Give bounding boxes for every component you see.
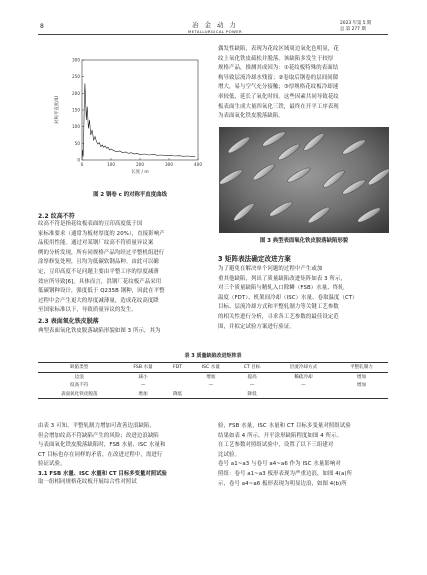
section-2-2-line: 纹高不符是指花纹板表面的豆印高度低于国 — [38, 221, 143, 227]
journal-title-cn: 冶 金 动 力 — [192, 21, 238, 29]
section-3-1-line: 取一组相同规格花纹板开展综合性对照试 — [38, 479, 137, 485]
section-3-body — [218, 265, 388, 332]
issue-line-2: 总 第 277 期 — [340, 27, 366, 32]
table-row — [38, 381, 388, 390]
x-tick-label: 300 — [165, 162, 173, 167]
bottom-left-line: 与表面氧化铁皮脱落缺陷时，FSB 水量、ISC 水量和 — [38, 442, 166, 449]
table-header-cell: ISC 水量 — [189, 363, 232, 373]
flatness-chart — [48, 52, 208, 190]
section-3-1-heading: 3.1 FSB 水量、ISC 水量和 CT 目标多变量对照试验 — [38, 471, 167, 477]
right-column-line: 板表面生成大量四氧化三铁，最终在开平工序表现 — [218, 103, 339, 110]
table-cell: 边浪 — [74, 374, 84, 380]
table-header-cell: FSB 水量 — [120, 363, 165, 373]
right-column-line: 构导致层流冷却水残留；②卷取后钢卷的层间间隙 — [218, 74, 339, 81]
section-2-2-line: 家标准要求（通常为板材厚度的 20%），直接影响产 — [38, 230, 165, 237]
flatness-series-line — [82, 83, 195, 158]
bottom-left-line: 由表 3 可知，平整轧制力增加可改善边浪缺陷， — [38, 423, 155, 429]
section-2-2-body — [38, 220, 208, 316]
table-cell: 增加 — [356, 383, 367, 389]
bottom-left-line: 验证试验。 — [38, 461, 66, 468]
y-tick-label: 250 — [72, 74, 80, 80]
plot-frame — [82, 60, 198, 160]
y-tick-label: 50 — [74, 140, 80, 146]
y-axis-label: 对称平直度/IU — [55, 96, 60, 124]
table-cell — [166, 381, 190, 390]
bottom-left-line: CT 目标也存在同样的矛盾，在改进过程中，需进行 — [38, 451, 163, 458]
table-header-cell: FDT — [166, 363, 190, 373]
quality-defect-matrix-table — [38, 362, 388, 399]
right-column-line: 为表面氧化铁皮脱落缺陷。 — [218, 113, 284, 120]
figure-2-caption: 图 2 钢卷 c 的对称平直度曲线 — [93, 192, 167, 198]
section-2-3-line: 典型表面氧化铁皮脱落缺陷形貌如图 3 所示，其为 — [38, 328, 161, 334]
table-cell: — — [249, 382, 255, 388]
x-tick-label: 100 — [107, 162, 115, 167]
section-3-line: 目标、层流冷却方式和平整轧制力等关键工艺参数 — [218, 304, 339, 311]
section-2-2-line: 效应所导致[6]。具体而言，洪钢厂花纹板产品采用 — [38, 278, 162, 285]
y-tick-label: 200 — [72, 90, 80, 96]
table-cell — [189, 390, 232, 399]
journal-title — [160, 20, 270, 34]
section-3-heading: 3 矩阵表法确定改进方案 — [218, 255, 291, 263]
y-tick-label: 300 — [72, 57, 80, 63]
table-header-cell: 层流冷却方式 — [272, 363, 335, 373]
figure-3-photo — [219, 127, 389, 233]
table-cell: 表面氧化铁皮脱落 — [38, 390, 120, 399]
table-cell: — — [140, 382, 146, 388]
bottom-right-line: 验，FSB 水量，ISC 水量和 CT 目标多变量对照组试验 — [218, 423, 351, 429]
table-cell: 稀疏冷却 — [294, 374, 313, 380]
bottom-right-line: 照组：卷号 a1~a3 板形表现为严重边浪，如图 4(a)所 — [218, 470, 353, 477]
bottom-left-body — [38, 422, 208, 470]
bottom-left-line: 但会增加纹高不符缺陷产生的风险；改进边浪缺陷 — [38, 432, 159, 439]
issue-info — [340, 21, 371, 33]
right-column-line: 率较低，延长了氧化时间。这些因素共同导致花纹 — [218, 93, 339, 100]
bottom-right-line: 示，卷号 a4~a6 板形表现为明显边浪，如图 4(b)所 — [218, 480, 347, 487]
table-row — [38, 390, 388, 399]
section-3-1-body — [38, 478, 208, 488]
right-column-line: 增大，易与空气充分接触；③厚规格花纹板冷却速 — [218, 84, 339, 91]
x-tick-label: 0 — [80, 162, 84, 167]
section-2-2-line: 低碳钢种设计，强度低于 Q235B 钢种，因此在平整 — [38, 288, 165, 295]
section-3-line: 为了避免在解决单个问题的过程中产生或加 — [218, 266, 323, 272]
section-2-2-heading: 2.2 纹高不符 — [38, 213, 75, 220]
table-cell — [335, 390, 388, 399]
table-header-cell: CT 目标 — [232, 363, 272, 373]
table-cell: — — [301, 382, 306, 388]
figure-3-caption: 图 3 典型表面氧化铁皮脱落缺陷形貌 — [259, 238, 349, 244]
oxide-scale-photo — [219, 127, 389, 233]
section-2-2-line: 定，豆印高度不足问题主要由平整工序的厚度减薄 — [38, 268, 159, 275]
section-3-line: 围，并拟定试验方案进行验证。 — [218, 323, 295, 330]
issue-line-1: 2023 年第 5 期 — [340, 21, 372, 26]
table-cell: 纹高不符 — [70, 383, 89, 389]
journal-title-en: METALLURGICAL POWER — [187, 29, 243, 34]
table-cell: 提高 — [247, 374, 257, 380]
table-cell: 降低 — [166, 390, 190, 399]
table-row — [38, 372, 388, 381]
table-cell: 增加 — [120, 390, 165, 399]
right-column-line: 偶发性缺陷，表现为花纹区域周边氧化色明显，花 — [218, 46, 339, 52]
y-tick-label: 0 — [77, 157, 80, 163]
right-column-line: 纹上氧化铁皮疏松并脱落。该缺陷多发生于较厚 — [218, 55, 334, 62]
section-3-line: 对三个质量缺陷与精轧入口除鳞（FSB）水量、终轧 — [218, 285, 344, 292]
header-rule — [38, 34, 388, 35]
section-2-2-line: 涂厚修复处理，且均为低碳软钢品种。由此可以确 — [38, 259, 159, 266]
table-cell: 降低 — [232, 390, 272, 399]
section-2-3-heading: 2.3 表面氧化铁皮脱落 — [38, 318, 99, 325]
section-3-line: 温度（FDT）、机架间冷却（ISC）水量、卷取温度（CT） — [218, 294, 358, 301]
section-2-3-body — [38, 327, 208, 337]
bottom-right-line: 结果如表 4 所示。开平涂形缺陷程度如图 4 所示。 — [218, 432, 343, 439]
table-3 — [38, 362, 388, 399]
x-tick-label: 400 — [194, 162, 202, 167]
right-column-line: 规格产品，推测其成因为：①花纹板特殊的表面结 — [218, 65, 339, 72]
table-header-cell: 缺陷类型 — [38, 363, 120, 373]
bottom-right-line: 比试验。 — [218, 451, 240, 458]
section-2-2-line: 至国家标准以下，导致质量异议的发生。 — [38, 307, 137, 314]
x-axis-label: 长度 / m — [131, 170, 149, 175]
right-column-body — [218, 45, 388, 122]
section-3-line: 重其他缺陷，列出了质量缺陷改进矩阵如表 3 所示， — [218, 275, 346, 282]
bottom-right-body — [218, 422, 388, 489]
x-tick-label: 200 — [136, 162, 144, 167]
section-2-2-line: 品使用性能。通过对某钢厂纹高不符质量异议案 — [38, 240, 154, 247]
table-cell: 增加 — [206, 374, 216, 380]
bottom-right-line: 在工艺参数对照组试验中，设置了以下三组建对 — [218, 442, 334, 449]
y-tick-label: 100 — [72, 124, 80, 130]
table-header-cell: 平整轧制力 — [335, 363, 388, 373]
table-cell: — — [208, 382, 214, 388]
table-cell — [272, 390, 335, 399]
bottom-right-line: 卷号 a1~a3 与卷号 a4~a6 作为 ISC 水量影响对 — [218, 461, 341, 468]
table-cell: 减小 — [138, 374, 148, 380]
page-number: 8 — [40, 23, 44, 30]
section-2-2-line: 过程中会产生更大的厚度减薄量，造成花纹高度降 — [38, 297, 159, 304]
section-3-line: 的相关性进行分析，寻求各工艺参数的最佳设定范 — [218, 313, 339, 320]
table-3-caption: 表 3 质量缺陷改进矩阵表 — [184, 353, 242, 359]
section-2-2-line: 例的分析发现，所有同规格产品均经过平整机组进行 — [38, 249, 165, 256]
table-cell — [166, 372, 190, 381]
table-cell: 增加 — [356, 374, 367, 380]
figure-2 — [48, 52, 208, 190]
y-tick-label: 150 — [72, 107, 80, 113]
